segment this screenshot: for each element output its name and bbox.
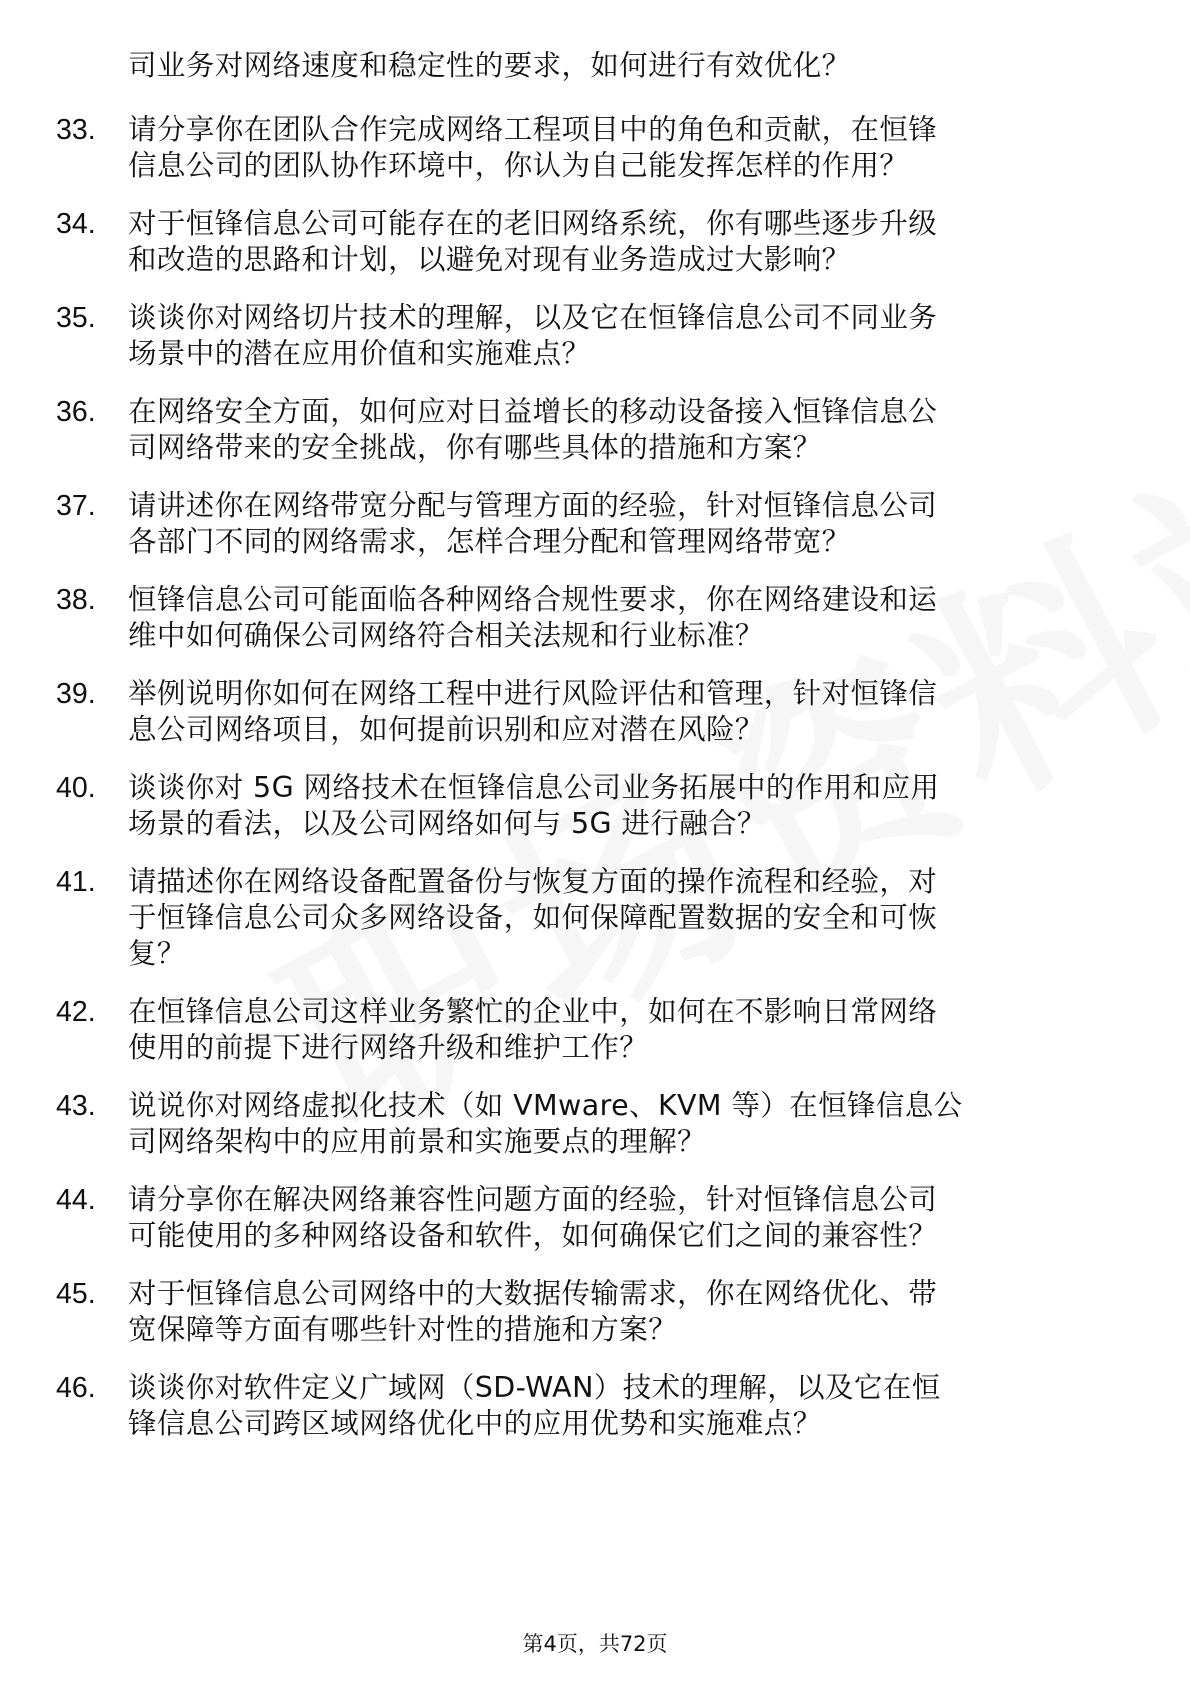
question-text-line: 举例说明你如何在网络工程中进行风险评估和管理，针对恒锋信 — [128, 677, 938, 710]
question-text-line: 信息公司的团队协作环境中，你认为自己能发挥怎样的作用？ — [128, 149, 909, 182]
question-number: 34. — [56, 208, 96, 240]
question-text-line: 对于恒锋信息公司网络中的大数据传输需求，你在网络优化、带 — [128, 1277, 938, 1310]
page-footer: 第4页，共72页 — [522, 1632, 668, 1656]
question-text-line: 可能使用的多种网络设备和软件，如何确保它们之间的兼容性？ — [128, 1219, 938, 1252]
question-text-line: 各部门不同的网络需求，怎样合理分配和管理网络带宽？ — [128, 525, 851, 558]
question-text-line: 谈谈你对软件定义广域网（SD-WAN）技术的理解，以及它在恒 — [128, 1371, 941, 1404]
question-number: 35. — [56, 302, 96, 334]
question-text-line: 对于恒锋信息公司可能存在的老旧网络系统，你有哪些逐步升级 — [128, 207, 938, 240]
question-text-line: 使用的前提下进行网络升级和维护工作？ — [128, 1031, 649, 1064]
question-text-line: 谈谈你对 5G 网络技术在恒锋信息公司业务拓展中的作用和应用 — [128, 771, 940, 804]
question-number: 43. — [56, 1090, 96, 1122]
question-text-line: 恒锋信息公司可能面临各种网络合规性要求，你在网络建设和运 — [128, 583, 938, 616]
question-text-line: 场景的看法，以及公司网络如何与 5G 进行融合？ — [128, 807, 766, 840]
question-number: 44. — [56, 1184, 96, 1216]
question-text-line: 和改造的思路和计划，以避免对现有业务造成过大影响？ — [128, 243, 851, 276]
question-number: 42. — [56, 996, 96, 1028]
question-number: 40. — [56, 772, 96, 804]
question-text-line: 宽保障等方面有哪些针对性的措施和方案？ — [128, 1313, 678, 1346]
question-text-line: 谈谈你对网络切片技术的理解，以及它在恒锋信息公司不同业务 — [128, 301, 938, 334]
question-number: 33. — [56, 114, 96, 146]
question-number: 45. — [56, 1278, 96, 1310]
question-text-line: 司网络带来的安全挑战，你有哪些具体的措施和方案？ — [128, 431, 822, 464]
question-number: 39. — [56, 678, 96, 710]
question-number: 38. — [56, 584, 96, 616]
question-text-line: 说说你对网络虚拟化技术（如 VMware、KVM 等）在恒锋信息公 — [128, 1089, 963, 1122]
question-text-line: 息公司网络项目，如何提前识别和应对潜在风险？ — [128, 713, 764, 746]
question-text-line: 司网络架构中的应用前景和实施要点的理解？ — [128, 1125, 707, 1158]
question-text-line: 锋信息公司跨区域网络优化中的应用优势和实施难点？ — [128, 1407, 822, 1440]
question-text-line: 请描述你在网络设备配置备份与恢复方面的操作流程和经验，对 — [128, 865, 938, 898]
question-text-line: 维中如何确保公司网络符合相关法规和行业标准？ — [128, 619, 764, 652]
question-text-line: 复？ — [128, 937, 186, 970]
question-number: 37. — [56, 490, 96, 522]
question-text-line: 在网络安全方面，如何应对日益增长的移动设备接入恒锋信息公 — [128, 395, 938, 428]
question-text-line: 请分享你在解决网络兼容性问题方面的经验，针对恒锋信息公司 — [128, 1183, 938, 1216]
question-number: 41. — [56, 866, 96, 898]
question-text-line: 场景中的潜在应用价值和实施难点？ — [128, 337, 591, 370]
question-text-line: 于恒锋信息公司众多网络设备，如何保障配置数据的安全和可恢 — [128, 901, 938, 934]
question-text-line: 请分享你在团队合作完成网络工程项目中的角色和贡献，在恒锋 — [128, 113, 938, 146]
question-number: 46. — [56, 1372, 96, 1404]
question-number: 36. — [56, 396, 96, 428]
continued-question-text: 司业务对网络速度和稳定性的要求，如何进行有效优化？ — [128, 49, 851, 82]
question-text-line: 在恒锋信息公司这样业务繁忙的企业中，如何在不影响日常网络 — [128, 995, 938, 1028]
question-text-line: 请讲述你在网络带宽分配与管理方面的经验，针对恒锋信息公司 — [128, 489, 938, 522]
